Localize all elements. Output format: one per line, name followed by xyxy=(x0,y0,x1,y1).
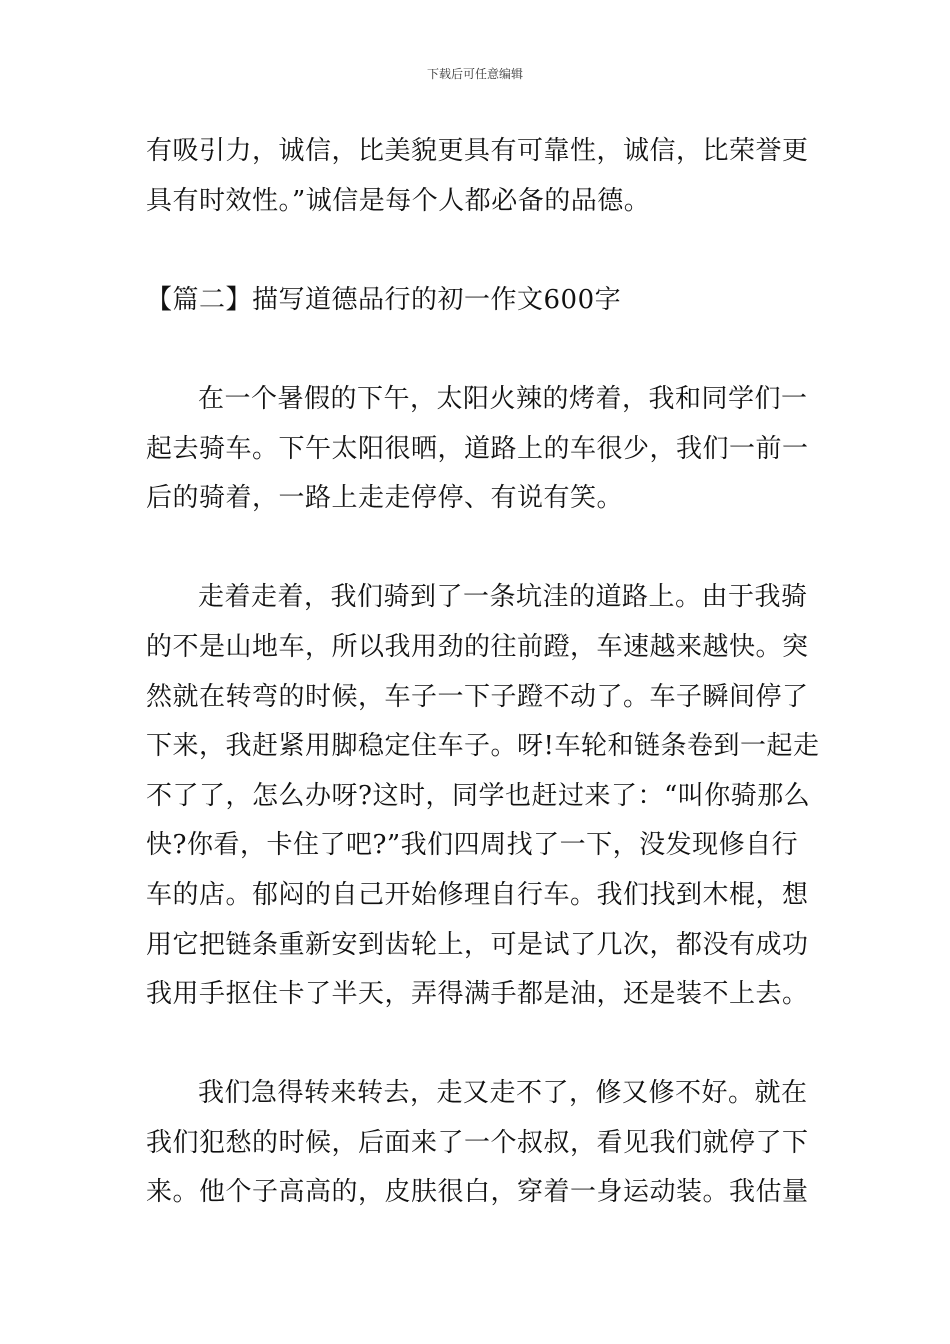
text-line: 后的骑着，一路上走走停停、有说有笑。 xyxy=(146,483,624,514)
text-line: 的不是山地车，所以我用劲的往前蹬，车速越来越快。突 xyxy=(146,631,809,662)
text-line: 用它把链条重新安到齿轮上，可是试了几次，都没有成功 xyxy=(146,929,809,960)
text-line: 来。他个子高高的，皮肤很白，穿着一身运动装。我估量 xyxy=(146,1177,809,1208)
paragraph-4 xyxy=(146,1069,810,1218)
paragraph-gap xyxy=(146,226,810,276)
text-line: 我们急得转来转去，走又走不了，修又修不好。就在 xyxy=(198,1078,808,1109)
text-line: 在一个暑假的下午，太阳火辣的烤着，我和同学们一 xyxy=(198,383,808,414)
paragraph-gap xyxy=(146,524,810,574)
text-line: 我们犯愁的时候，后面来了一个叔叔，看见我们就停了下 xyxy=(146,1127,809,1158)
heading-line: 【篇二】描写道德品行的初一作文600字 xyxy=(146,284,622,315)
text-line: 然就在转弯的时候，车子一下子蹬不动了。车子瞬间停了 xyxy=(146,681,809,712)
paragraph-gap xyxy=(146,325,810,375)
text-line: 具有时效性。”诚信是每个人都必备的品德。 xyxy=(146,185,651,216)
text-line: 走着走着，我们骑到了一条坑洼的道路上。由于我骑 xyxy=(198,582,808,613)
page-header: 下载后可任意编辑 xyxy=(426,67,523,81)
text-line: 车的店。郁闷的自己开始修理自行车。我们找到木棍，想 xyxy=(146,879,809,910)
paragraph-1 xyxy=(146,127,810,226)
text-line: 下来，我赶紧用脚稳定住车子。呀!车轮和链条卷到一起走 xyxy=(146,731,820,762)
paragraph-gap xyxy=(146,1020,810,1070)
paragraph-2 xyxy=(146,375,810,524)
section-heading xyxy=(146,276,810,326)
paragraph-3 xyxy=(146,573,820,1019)
text-line: 有吸引力，诚信，比美貌更具有可靠性，诚信，比荣誉更 xyxy=(146,136,809,166)
text-line: 不了了，怎么办呀?这时，同学也赶过来了：“叫你骑那么 xyxy=(146,780,811,811)
document-body xyxy=(146,127,820,1218)
text-line: 起去骑车。下午太阳很晒，道路上的车很少，我们一前一 xyxy=(146,433,809,464)
text-line: 快?你看，卡住了吧?”我们四周找了一下，没发现修自行 xyxy=(146,830,799,861)
text-line: 我用手抠住卡了半天，弄得满手都是油，还是装不上去。 xyxy=(146,979,809,1010)
